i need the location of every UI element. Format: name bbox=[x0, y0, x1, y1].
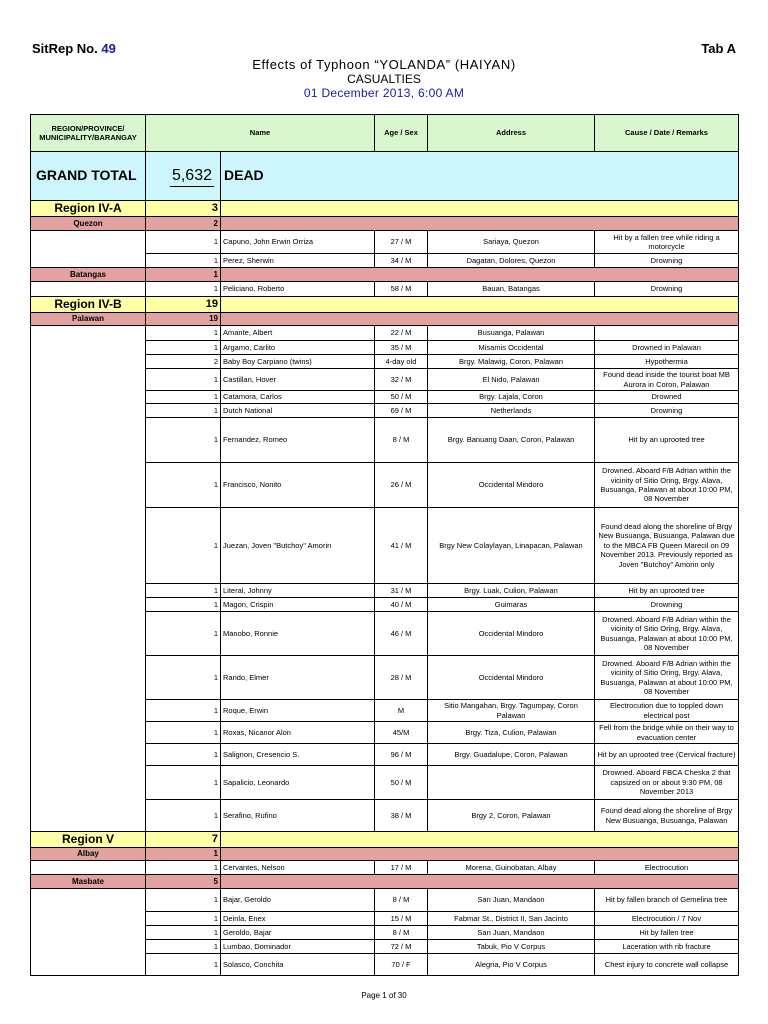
table-row: 1 Lumbao, Dominador 72 / M Tabuk, Pio V Corpus Laceration with rib fracture bbox=[31, 940, 739, 954]
col-header-region: REGION/PROVINCE/ MUNICIPALITY/BARANGAY bbox=[31, 115, 146, 152]
tab-label: Tab A bbox=[701, 41, 736, 56]
table-header bbox=[31, 115, 739, 152]
table-row: 1 Rando, Elmer 28 / M Occidental Mindoro Drowned. Aboard F/B Adrian within the vicinity of Sitio Oring, Brgy. Alava, Busuanga, Palawan at about 10:00 PM, 08 November bbox=[31, 656, 739, 700]
grand-total-type: DEAD bbox=[221, 152, 739, 201]
region-name: Region V bbox=[31, 832, 146, 848]
province-name: Quezon bbox=[31, 217, 146, 231]
table-row: 1 Cervantes, Nelson 17 / M Morena, Guinobatan, Albay Electrocution bbox=[31, 861, 739, 875]
col-header-age-sex: Age / Sex bbox=[375, 115, 428, 152]
sitrep-number: 49 bbox=[101, 41, 116, 56]
province-name: Albay bbox=[31, 848, 146, 861]
table-row: 1 Argamo, Carlito 35 / M Misamis Occidental Drowned in Palawan bbox=[31, 341, 739, 355]
table-row: 1 Perez, Sherwin 34 / M Dagatan, Dolores, Quezon Drowning bbox=[31, 254, 739, 268]
region-row bbox=[31, 201, 739, 217]
province-count: 2 bbox=[146, 217, 221, 231]
table-row: 1 Manobo, Ronnie 46 / M Occidental Mindoro Drowned. Aboard F/B Adrian within the vicinity of Sitio Oring, Brgy. Alava, Busuanga, Palawan at about 10:00 PM, 08 November bbox=[31, 612, 739, 656]
region-row bbox=[31, 297, 739, 313]
report-subtitle: CASUALTIES bbox=[347, 72, 421, 86]
table-row: 1 Roxas, Nicanor Alon 45/M Brgy. Tiza, Culion, Palawan Fell from the bridge while on their way to evacuation center bbox=[31, 722, 739, 744]
casualties-table bbox=[30, 114, 739, 976]
region-count: 19 bbox=[146, 297, 221, 313]
table-row: 1 Magon, Crispin 40 / M Guimaras Drowning bbox=[31, 598, 739, 612]
province-row bbox=[31, 875, 739, 889]
province-name: Batangas bbox=[31, 268, 146, 282]
table-row: 2 Baby Boy Carpiano (twins) 4-day old Brgy. Malawig, Coron, Palawan Hypothermia bbox=[31, 355, 739, 369]
table-row: 1 Juezan, Joven "Butchoy" Amorin 41 / M Brgy New Colaylayan, Linapacan, Palawan Found dead along the shoreline of Brgy New Busuanga, Busuanga, Palawan due to the MBCA FB Queen Marecil on 09 November 2013. Previously reported as Joven "Butchoy" Amorin only bbox=[31, 508, 739, 584]
table-row: 1 Peliciano, Roberto 58 / M Bauan, Batangas Drowning bbox=[31, 282, 739, 297]
report-title: Effects of Typhoon “YOLANDA” (HAIYAN) bbox=[252, 57, 516, 72]
province-row bbox=[31, 217, 739, 231]
grand-total-row bbox=[31, 152, 739, 201]
grand-total-value-cell bbox=[146, 152, 221, 201]
province-count: 1 bbox=[146, 848, 221, 861]
col-header-address: Address bbox=[428, 115, 595, 152]
table-row: 1 Sapalicio, Leonardo 50 / M Drowned. Aboard FBCA Cheska 2 that capsized on or about 9:30 PM, 08 November 2013 bbox=[31, 766, 739, 800]
table-row: 1 Geroldo, Bajar 8 / M San Juan, Mandaon Hit by fallen tree bbox=[31, 926, 739, 940]
province-name: Palawan bbox=[31, 313, 146, 326]
table-row: 1 Fernandez, Romeo 8 / M Brgy. Banuang Daan, Coron, Palawan Hit by an uprooted tree bbox=[31, 418, 739, 463]
grand-total-value: 5,632 bbox=[170, 166, 214, 187]
table-row: 1 Solasco, Conchita 70 / F Alegria, Pio V Corpus Chest injury to concrete wall collapse bbox=[31, 954, 739, 976]
col-header-cause: Cause / Date / Remarks bbox=[595, 115, 739, 152]
region-count: 3 bbox=[146, 201, 221, 217]
province-name: Masbate bbox=[31, 875, 146, 889]
table-row: 1 Roque, Erwin M Sitio Mangahan, Brgy. Tagumpay, Coron Palawan Electrocution due to toppled down electrical post bbox=[31, 700, 739, 722]
table-row: 1 Amante, Albert 22 / M Busuanga, Palawan bbox=[31, 326, 739, 341]
table-row: 1 Literal, Johnny 31 / M Brgy. Luak, Culion, Palawan Hit by an uprooted tree bbox=[31, 584, 739, 598]
province-count: 19 bbox=[146, 313, 221, 326]
province-row bbox=[31, 848, 739, 861]
page-number: Page 1 of 30 bbox=[361, 991, 407, 1000]
col-header-name: Name bbox=[146, 115, 375, 152]
table-row: 1 Capuno, John Erwin Orriza 27 / M Sariaya, Quezon Hit by a fallen tree while riding a motorcycle bbox=[31, 231, 739, 254]
province-row bbox=[31, 313, 739, 326]
province-row bbox=[31, 268, 739, 282]
region-name: Region IV-A bbox=[31, 201, 146, 217]
table-row: 1 Deinla, Enex 15 / M Fabmar St., District II, San Jacinto Electrocution / 7 Nov bbox=[31, 912, 739, 926]
grand-total-label: GRAND TOTAL bbox=[31, 152, 146, 201]
table-row: 1 Francisco, Nonito 26 / M Occidental Mindoro Drowned. Aboard F/B Adrian within the vicinity of Sitio Oring, Brgy. Alava, Busuanga, Palawan at about 10:00 PM, 08 November bbox=[31, 463, 739, 508]
table-row: 1 Catamora, Carlos 50 / M Brgy. Lajala, Coron Drowned bbox=[31, 391, 739, 404]
region-name: Region IV-B bbox=[31, 297, 146, 313]
table-row: 1 Salignon, Cresencio S. 96 / M Brgy. Guadalupe, Coron, Palawan Hit by an uprooted tree (Cervical fracture) bbox=[31, 744, 739, 766]
province-count: 1 bbox=[146, 268, 221, 282]
sitrep-label: SitRep No. 49 bbox=[32, 41, 116, 56]
table-row: 1 Bajar, Geroldo 8 / M San Juan, Mandaon Hit by fallen branch of Gemelina tree bbox=[31, 889, 739, 912]
province-count: 5 bbox=[146, 875, 221, 889]
region-count: 7 bbox=[146, 832, 221, 848]
table-row: 1 Castillan, Hover 32 / M El Nido, Palawan Found dead inside the tourist boat MB Aurora in Coron, Palawan bbox=[31, 369, 739, 391]
table-row: 1 Serafino, Rufino 38 / M Brgy 2, Coron, Palawan Found dead along the shoreline of Brgy New Busuanga, Busuanga, Palawan bbox=[31, 800, 739, 832]
region-row bbox=[31, 832, 739, 848]
report-date: 01 December 2013, 6:00 AM bbox=[303, 86, 465, 100]
table-row: 1 Dutch National 69 / M Netherlands Drowning bbox=[31, 404, 739, 418]
